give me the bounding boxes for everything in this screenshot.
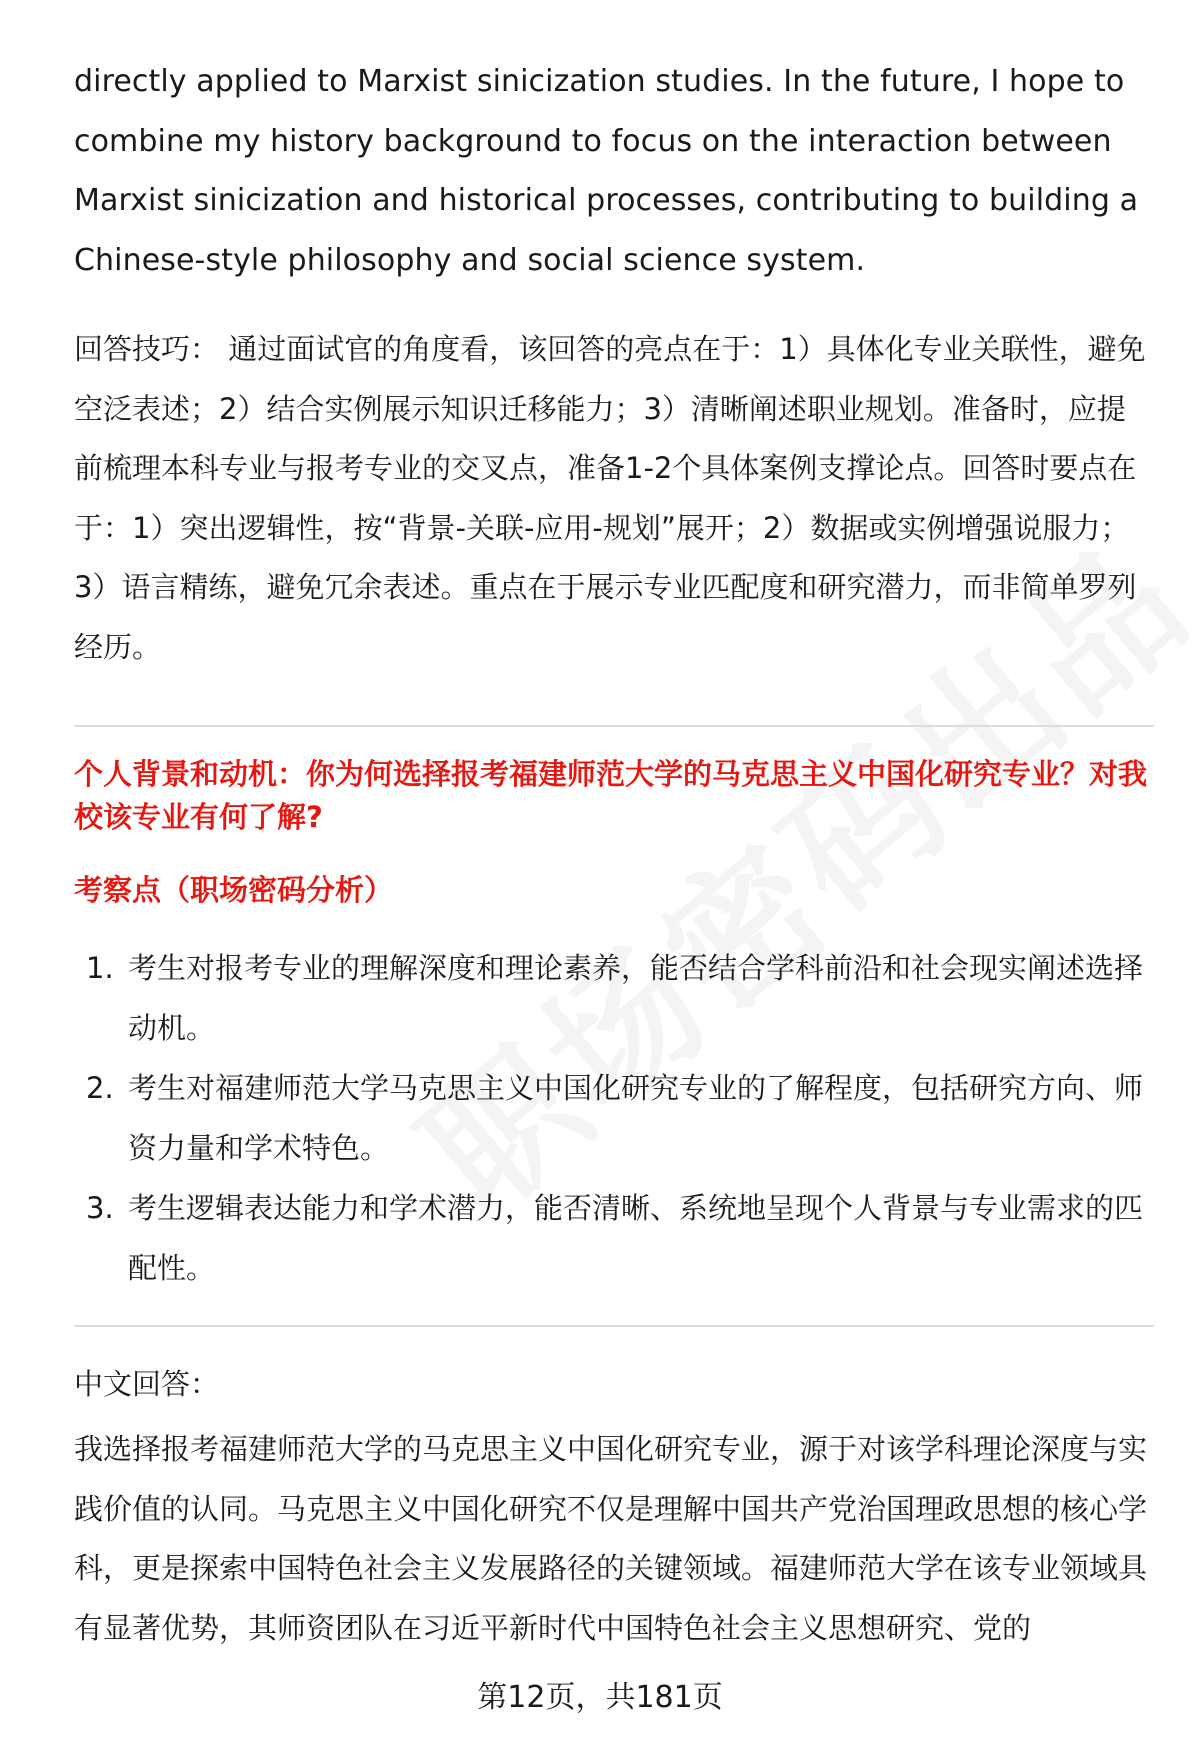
list-item-text: 考生逻辑表达能力和学术潜力，能否清晰、系统地呈现个人背景与专业需求的匹配性。 [128,1191,1144,1285]
question-title: 个人背景和动机：你为何选择报考福建师范大学的马克思主义中国化研究专业？对我校该专业有何了解? [74,757,1148,834]
answer-tips-paragraph: 回答技巧： 通过面试官的角度看，该回答的亮点在于：1）具体化专业关联性，避免空泛表述；2）结合实例展示知识迁移能力；3）清晰阐述职业规划。准备时，应提前梳理本科专业与报考专业的交叉点，准备1-2个具体案例支撑论点。回答时要点在于：1）突出逻辑性，按“背景-关联-应用-规划”展开；2）数据或实例增强说服力；3）语言精练，避免冗余表述。重点在于展示专业匹配度和研究潜力，而非简单罗列经历。 [74,332,1146,664]
chinese-answer-paragraph: 我选择报考福建师范大学的马克思主义中国化研究专业，源于对该学科理论深度与实践价值的认同。马克思主义中国化研究不仅是理解中国共产党治国理政思想的核心学科，更是探索中国特色社会主义发展路径的关键领域。福建师范大学在该专业领域具有显著优势，其师资团队在习近平新时代中国特色社会主义思想研究、党的 [74,1432,1148,1645]
assessment-points-heading: 考察点（职场密码分析） [74,873,394,907]
chinese-answer-heading: 中文回答： [74,1367,220,1401]
section-divider [74,1325,1154,1327]
list-item-number: 3. [86,1191,114,1225]
list-item-number: 1. [86,951,114,985]
list-item [74,938,1154,1058]
list-item-text: 考生对报考专业的理解深度和理论素养，能否结合学科前沿和社会现实阐述选择动机。 [128,951,1144,1045]
section-divider [74,725,1154,727]
list-item-number: 2. [86,1071,114,1105]
list-item-text: 考生对福建师范大学马克思主义中国化研究专业的了解程度，包括研究方向、师资力量和学术特色。 [128,1071,1144,1165]
list-item [74,1178,1154,1298]
assessment-points-list [74,938,1154,1298]
page-number: 第12页，共181页 [477,1680,723,1715]
intro-paragraph: directly applied to Marxist sinicization studies. In the future, I hope to combine my history background to focus on the interaction between Marxist sinicization and historical processes, contributing to building a Chinese-style philosophy and social science system. [74,64,1139,278]
list-item [74,1058,1154,1178]
